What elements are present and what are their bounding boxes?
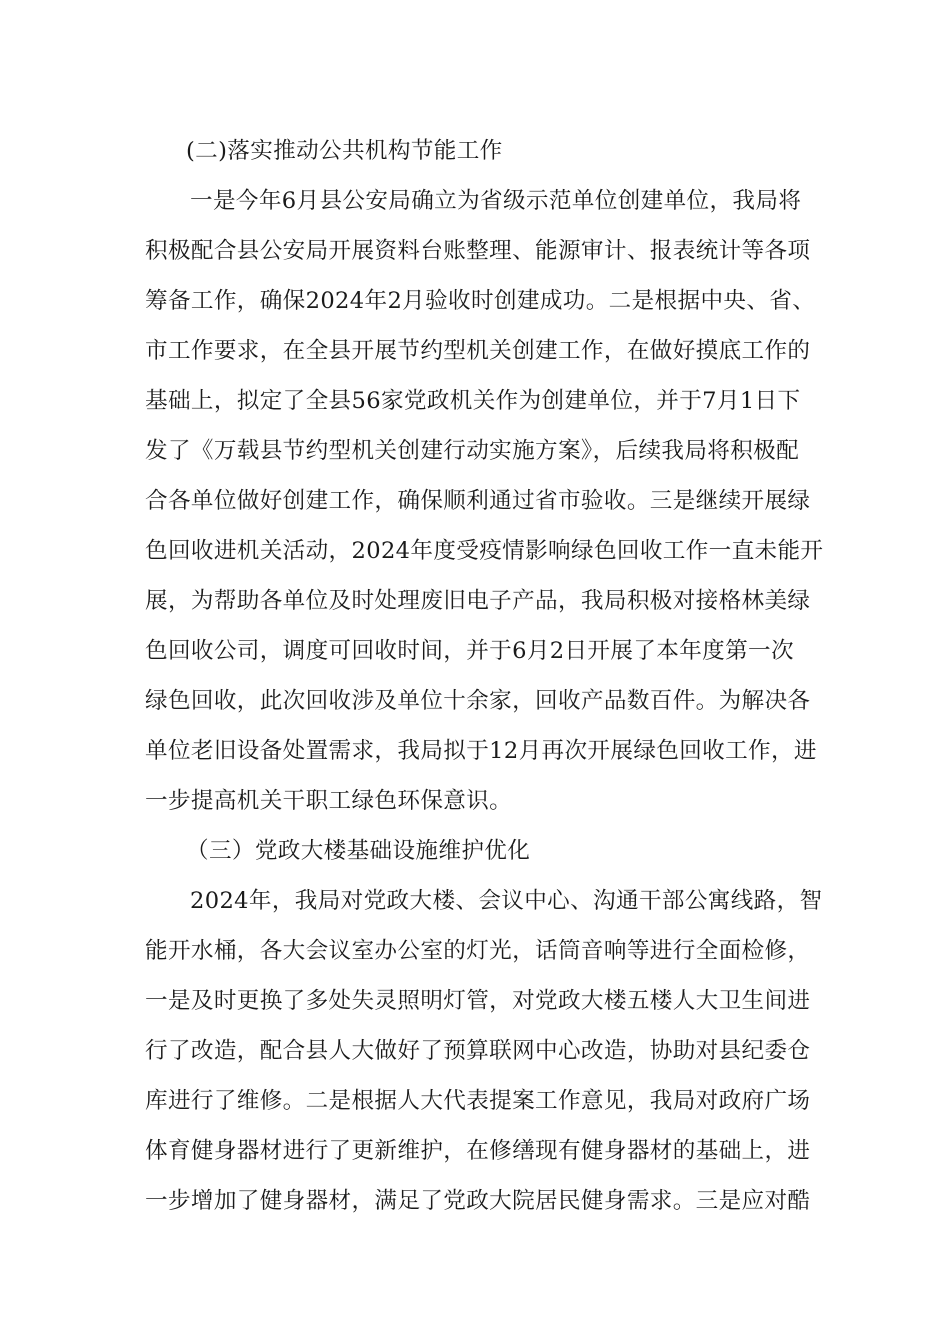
paragraph-2-line-7: 合各单位做好创建工作，确保顺利通过省市验收。三是继续开展绿 [145, 488, 811, 514]
paragraph-2-line-6: 发了《万载县节约型机关创建行动实施方案》，后续我局将积极配 [145, 438, 800, 464]
section-heading-2: (二)落实推动公共机构节能工作 [186, 138, 503, 164]
paragraph-2-line-2: 积极配合县公安局开展资料台账整理、能源审计、报表统计等各项 [145, 238, 811, 264]
paragraph-3-line-5: 库进行了维修。二是根据人大代表提案工作意见，我局对政府广场 [145, 1088, 811, 1114]
paragraph-2-line-11: 绿色回收，此次回收涉及单位十余家，回收产品数百件。为解决各 [145, 688, 811, 714]
paragraph-3-line-4: 行了改造，配合县人大做好了预算联网中心改造，协助对县纪委仓 [145, 1038, 811, 1064]
paragraph-3-line-3: 一是及时更换了多处失灵照明灯管，对党政大楼五楼人大卫生间进 [145, 988, 811, 1014]
paragraph-2-line-9: 展，为帮助各单位及时处理废旧电子产品，我局积极对接格林美绿 [145, 588, 811, 614]
paragraph-2-line-4: 市工作要求，在全县开展节约型机关创建工作，在做好摸底工作的 [145, 338, 811, 364]
paragraph-3-line-2: 能开水桶，各大会议室办公室的灯光，话筒音响等进行全面检修， [145, 938, 811, 964]
paragraph-2-line-10: 色回收公司，调度可回收时间，并于6月2日开展了本年度第一次 [145, 638, 794, 664]
paragraph-2-line-8: 色回收进机关活动，2024年度受疫情影响绿色回收工作一直未能开 [145, 538, 824, 564]
paragraph-3-line-1: 2024年，我局对党政大楼、会议中心、沟通干部公寓线路，智 [190, 888, 823, 914]
paragraph-2-line-13: 一步提高机关干职工绿色环保意识。 [145, 788, 513, 814]
paragraph-2-line-5: 基础上，拟定了全县56家党政机关作为创建单位，并于7月1日下 [145, 388, 801, 414]
paragraph-3-line-7: 一步增加了健身器材，满足了党政大院居民健身需求。三是应对酷 [145, 1188, 811, 1214]
paragraph-2-line-3: 筹备工作，确保2024年2月验收时创建成功。二是根据中央、省、 [145, 288, 816, 314]
paragraph-3-line-6: 体育健身器材进行了更新维护，在修缮现有健身器材的基础上，进 [145, 1138, 811, 1164]
paragraph-2-line-12: 单位老旧设备处置需求，我局拟于12月再次开展绿色回收工作，进 [145, 738, 817, 764]
section-heading-3: （三）党政大楼基础设施维护优化 [186, 838, 531, 864]
paragraph-2-line-1: 一是今年6月县公安局确立为省级示范单位创建单位，我局将 [190, 188, 802, 214]
